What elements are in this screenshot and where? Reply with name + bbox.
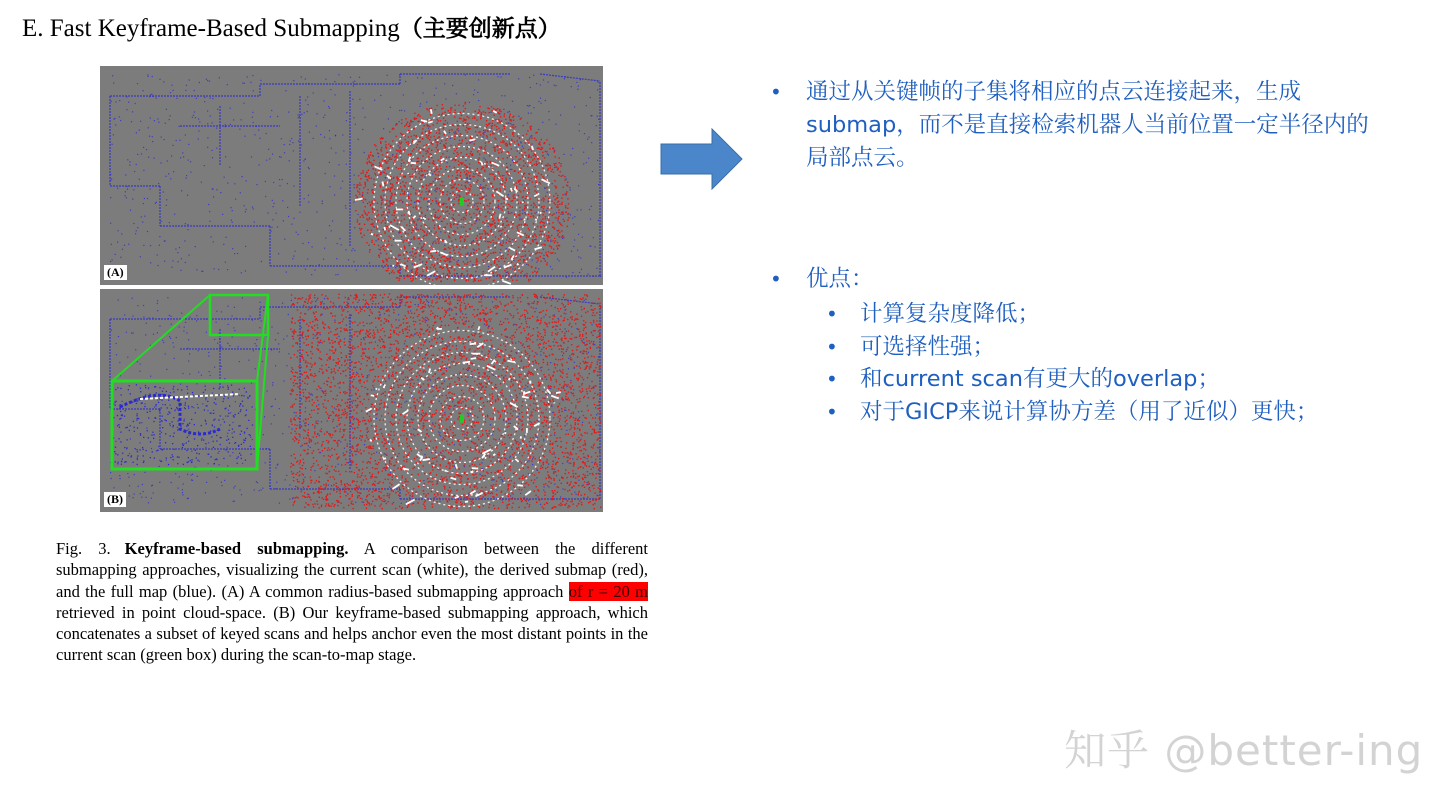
caption-title: Keyframe-based submapping. <box>124 539 349 558</box>
caption-fig-number: Fig. 3. <box>56 539 111 558</box>
note-summary: • 通过从关键帧的子集将相应的点云连接起来，生成submap，而不是直接检索机器人当前位置一定半径内的局部点云。 <box>770 76 1376 175</box>
advantage-item: • 和current scan有更大的overlap； <box>770 363 1410 396</box>
panel-a-label: (A) <box>104 265 127 280</box>
notes-panel <box>770 76 1410 428</box>
panel-a-point-cloud <box>100 66 603 285</box>
watermark: 知乎 @better-ing <box>1064 726 1424 775</box>
figure-caption <box>56 538 648 666</box>
caption-highlight: of r = 20 m <box>568 581 648 601</box>
advantage-item: • 对于GICP来说计算协方差（用了近似）更快； <box>770 396 1410 429</box>
caption-text-1: A comparison between the different submapping approaches, visualizing the current scan (white), the derived submap (red), and the full map (blue). (A) A common radius-based submapping approach <box>56 539 648 601</box>
submapping-figure <box>100 66 603 512</box>
advantage-item: • 计算复杂度降低； <box>770 298 1410 331</box>
advantage-item: • 可选择性强； <box>770 331 1410 364</box>
slide-title <box>22 10 561 43</box>
figure-panel-a <box>100 66 603 285</box>
slide-title-en: E. Fast Keyframe-Based Submapping <box>22 15 400 42</box>
panel-b-label: (B) <box>104 492 126 507</box>
slide-title-cn: （主要创新点） <box>399 16 561 42</box>
advantages-list <box>770 298 1410 428</box>
panel-b-point-cloud <box>100 289 603 512</box>
figure-panel-b <box>100 289 603 512</box>
right-arrow-icon <box>660 128 744 190</box>
caption-text-2: retrieved in point cloud-space. (B) Our keyframe-based submapping approach, which concatenates a subset of keyed scans and helps anchor even the most distant points in the current scan (green box) during the scan-to-map stage. <box>56 602 648 665</box>
advantages-heading: • 优点： <box>770 263 1410 296</box>
